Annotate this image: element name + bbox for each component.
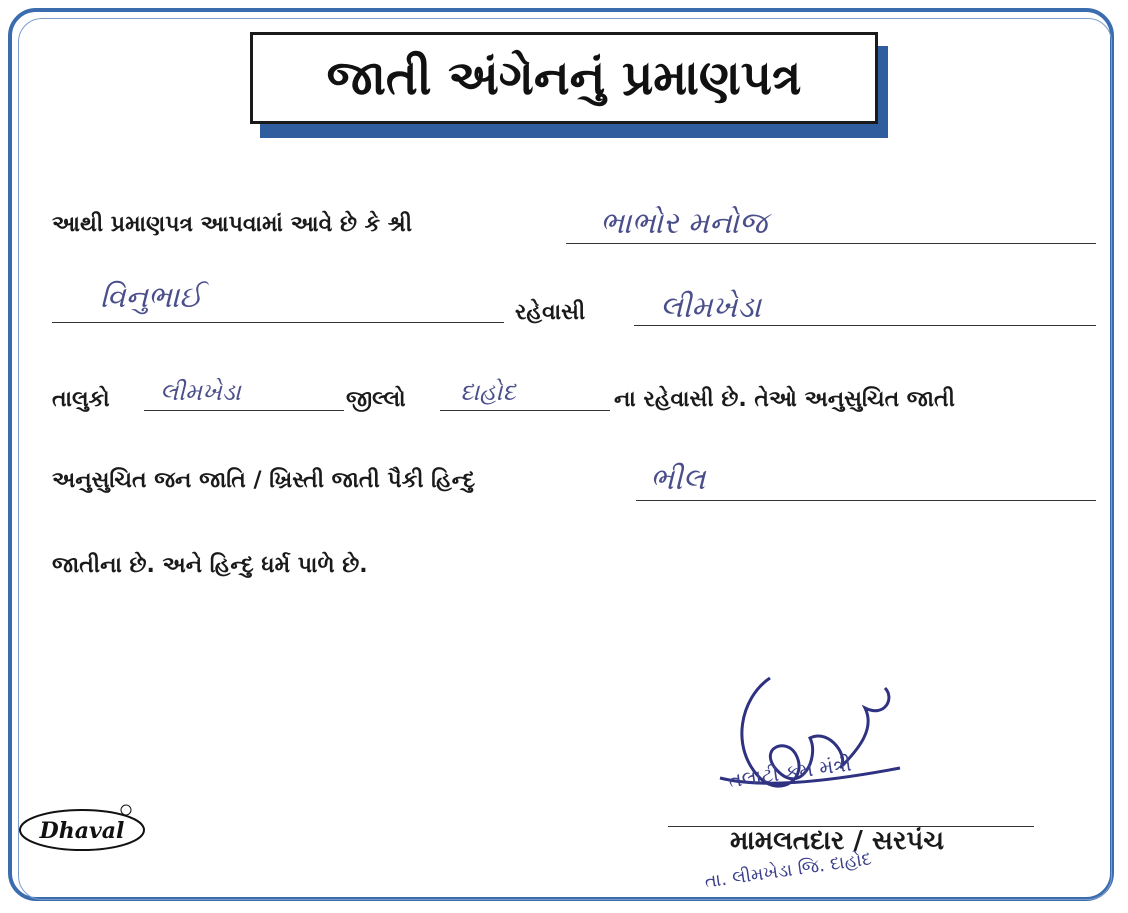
handwritten-father-name: વિનુભાઈ	[100, 280, 203, 315]
dhaval-logo	[16, 802, 148, 854]
title-box	[250, 32, 878, 124]
handwritten-village: લીમખેડા	[660, 290, 761, 325]
caste-underline	[636, 500, 1096, 501]
handwritten-caste: ભીલ	[650, 462, 706, 497]
handwritten-taluka: લીમખેડા	[160, 378, 241, 406]
signature	[700, 668, 930, 818]
handwritten-district: દાહોદ	[460, 378, 516, 406]
page-title: જાતી અંગેનનું પ્રમાણપત્ર	[326, 49, 802, 106]
line1-prefix: આથી પ્રમાણપત્ર આપવામાં આવે છે કે શ્રી	[52, 212, 413, 237]
inner-frame	[18, 18, 1112, 900]
stamp-address: તા. લીમખેડા જિ. દાહોદ	[703, 848, 874, 893]
resident-label: રહેવાસી	[515, 300, 586, 325]
title-block	[250, 32, 892, 140]
taluka-label: તાલુકો	[52, 387, 110, 412]
handwritten-name: ભાભોર મનોજ	[600, 206, 768, 241]
line3-suffix: ના રહેવાસી છે. તેઓ અનુસુચિત જાતી	[614, 387, 955, 412]
taluka-underline	[144, 410, 344, 411]
svg-text:Dhaval: Dhaval	[39, 818, 125, 844]
district-label: જીલ્લો	[346, 387, 406, 412]
district-underline	[440, 410, 610, 411]
father-underline	[52, 322, 504, 323]
name-underline	[566, 243, 1096, 244]
line5-text: જાતીના છે. અને હિન્દુ ધર્મ પાળે છે.	[52, 553, 368, 578]
line4-text: અનુસુચિત જન જાતિ / ખ્રિસ્તી જાતી પૈકી હિન્દુ	[52, 468, 476, 493]
signatory-role: મામલતદાર / સરપંચ	[730, 826, 945, 856]
village-underline	[634, 325, 1096, 326]
stamp-talati: તલાટી કમ મંત્રી	[726, 751, 853, 793]
